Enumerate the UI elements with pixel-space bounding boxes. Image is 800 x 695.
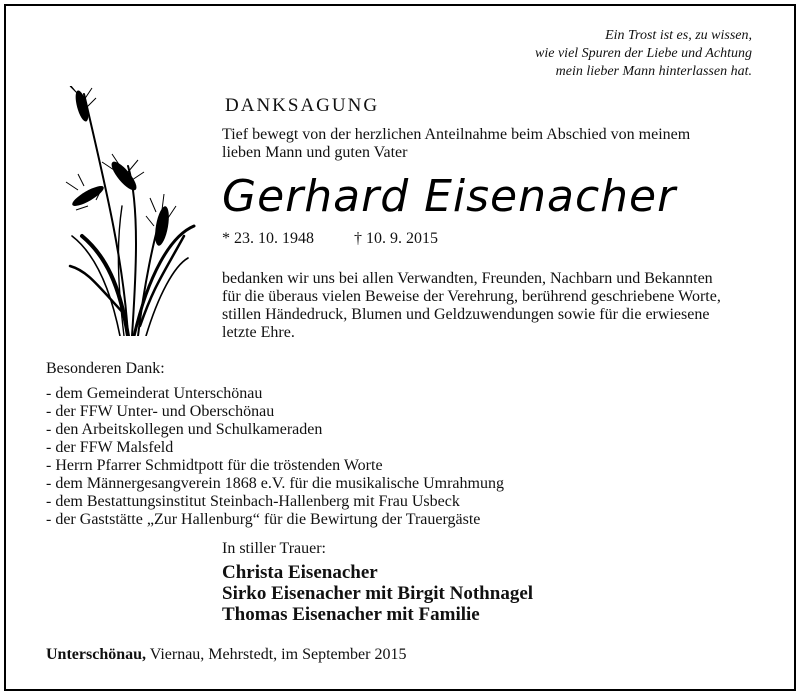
family-list [222, 562, 533, 625]
poem [420, 27, 752, 81]
footer-rest: Viernau, Mehrstedt, im September 2015 [146, 646, 407, 663]
mourning-label: In stiller Trauer: [222, 540, 326, 557]
list-item: - den Arbeitskollegen und Schulkameraden [46, 421, 323, 438]
heading: DANKSAGUNG [225, 95, 380, 116]
list-item: - dem Bestattungsinstitut Steinbach-Hallenberg mit Frau Usbeck [46, 493, 460, 510]
special-thanks-list [46, 385, 504, 529]
poem-line: Ein Trost ist es, zu wissen, [605, 28, 752, 43]
list-item: - der FFW Malsfeld [46, 439, 174, 456]
birth-date: * 23. 10. 1948 [222, 230, 314, 247]
special-thanks-title: Besonderen Dank: [46, 360, 165, 377]
thanks-line: für die überaus vielen Beweise der Verehrung, berührend geschriebene Worte, [222, 288, 721, 305]
family-member: Thomas Eisenacher mit Familie [222, 604, 480, 625]
list-item: - dem Männergesangverein 1868 e.V. für die musikalische Umrahmung [46, 475, 504, 492]
thanks-line: letzte Ehre. [222, 324, 295, 341]
list-item: - Herrn Pfarrer Schmidtpott für die tröstenden Worte [46, 457, 383, 474]
thanks-text [222, 270, 767, 342]
intro-line: Tief bewegt von der herzlichen Anteilnahme beim Abschied von meinem [222, 126, 691, 143]
family-member: Christa Eisenacher [222, 562, 378, 583]
list-item: - dem Gemeinderat Unterschönau [46, 385, 263, 402]
deceased-name: Gerhard Eisenacher [222, 171, 677, 222]
list-item: - der Gaststätte „Zur Hallenburg“ für die Bewirtung der Trauergäste [46, 511, 481, 528]
poem-line: mein lieber Mann hinterlassen hat. [555, 64, 752, 79]
footer-location [46, 646, 406, 664]
intro-text [222, 126, 762, 162]
intro-line: lieben Mann und guten Vater [222, 144, 408, 161]
thanks-line: stillen Händedruck, Blumen und Geldzuwendungen sowie für die erwiesene [222, 306, 710, 323]
poem-line: wie viel Spuren der Liebe und Achtung [535, 46, 752, 61]
footer-place: Unterschönau, [46, 646, 147, 663]
life-dates [222, 230, 438, 248]
wheat-icon [58, 86, 198, 336]
list-item: - der FFW Unter- und Oberschönau [46, 403, 275, 420]
thanks-line: bedanken wir uns bei allen Verwandten, Freunden, Nachbarn und Bekannten [222, 270, 713, 287]
death-date: † 10. 9. 2015 [354, 230, 438, 247]
family-member: Sirko Eisenacher mit Birgit Nothnagel [222, 583, 534, 604]
